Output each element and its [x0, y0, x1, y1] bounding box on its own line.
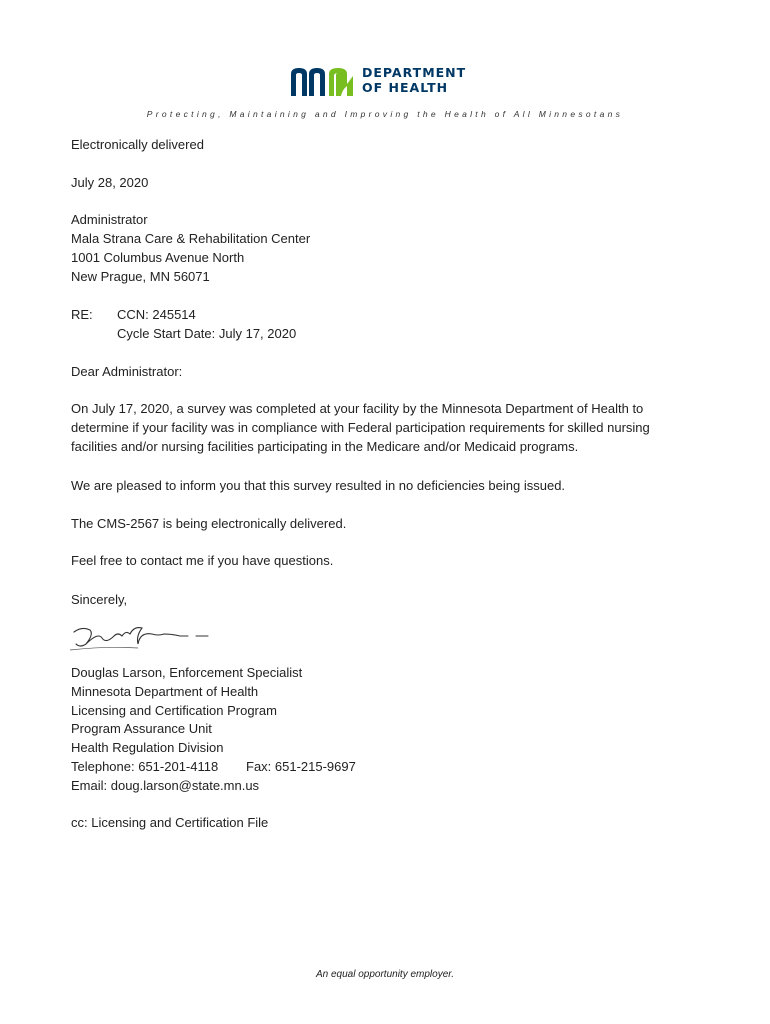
paragraph-cms: The CMS-2567 is being electronically delivered. [71, 516, 347, 531]
cc-line: cc: Licensing and Certification File [71, 815, 269, 830]
handwritten-signature-icon [68, 622, 218, 654]
signature-line: Health Regulation Division [71, 740, 224, 755]
address-line: Mala Strana Care & Rehabilitation Center [71, 231, 311, 246]
signature-line: Minnesota Department of Health [71, 684, 259, 699]
paragraph-contact: Feel free to contact me if you have questions. [71, 553, 334, 568]
paragraph-line: determine if your facility was in compliance with Federal participation requirements for skilled nursing [71, 420, 650, 435]
re-label: RE: [71, 307, 93, 322]
footer-text: An equal opportunity employer. [315, 969, 455, 980]
closing: Sincerely, [71, 592, 128, 607]
logo-wordmark [362, 66, 466, 95]
address-line: Administrator [71, 212, 148, 227]
salutation: Dear Administrator: [71, 364, 183, 379]
mn-logo-icon [289, 64, 359, 98]
telephone: Telephone: 651-201-4118 [71, 759, 219, 774]
tagline: Protecting, Maintaining and Improving the Health of All Minnesotans [146, 109, 624, 119]
logo-line-1: DEPARTMENT [362, 65, 467, 80]
logo-line-2: OF HEALTH [362, 79, 449, 95]
signature-line: Douglas Larson, Enforcement Specialist [71, 665, 303, 680]
fax: Fax: 651-215-9697 [246, 759, 356, 774]
paragraph-line: facilities and/or nursing facilities participating in the Medicare and/or Medicaid programs. [71, 439, 579, 454]
signature-line: Licensing and Certification Program [71, 703, 277, 718]
re-line: Cycle Start Date: July 17, 2020 [117, 326, 297, 341]
re-line: CCN: 245514 [117, 307, 196, 322]
mdh-logo [289, 64, 489, 98]
address-line: New Prague, MN 56071 [71, 269, 210, 284]
delivery-method: Electronically delivered [71, 137, 204, 152]
signature-line: Program Assurance Unit [71, 721, 212, 736]
email: Email: doug.larson@state.mn.us [71, 778, 260, 793]
paragraph-line: On July 17, 2020, a survey was completed at your facility by the Minnesota Department of Health to [71, 401, 644, 416]
letter-date: July 28, 2020 [71, 175, 149, 190]
address-line: 1001 Columbus Avenue North [71, 250, 245, 265]
paragraph-no-deficiencies: We are pleased to inform you that this survey resulted in no deficiencies being issued. [71, 478, 566, 493]
